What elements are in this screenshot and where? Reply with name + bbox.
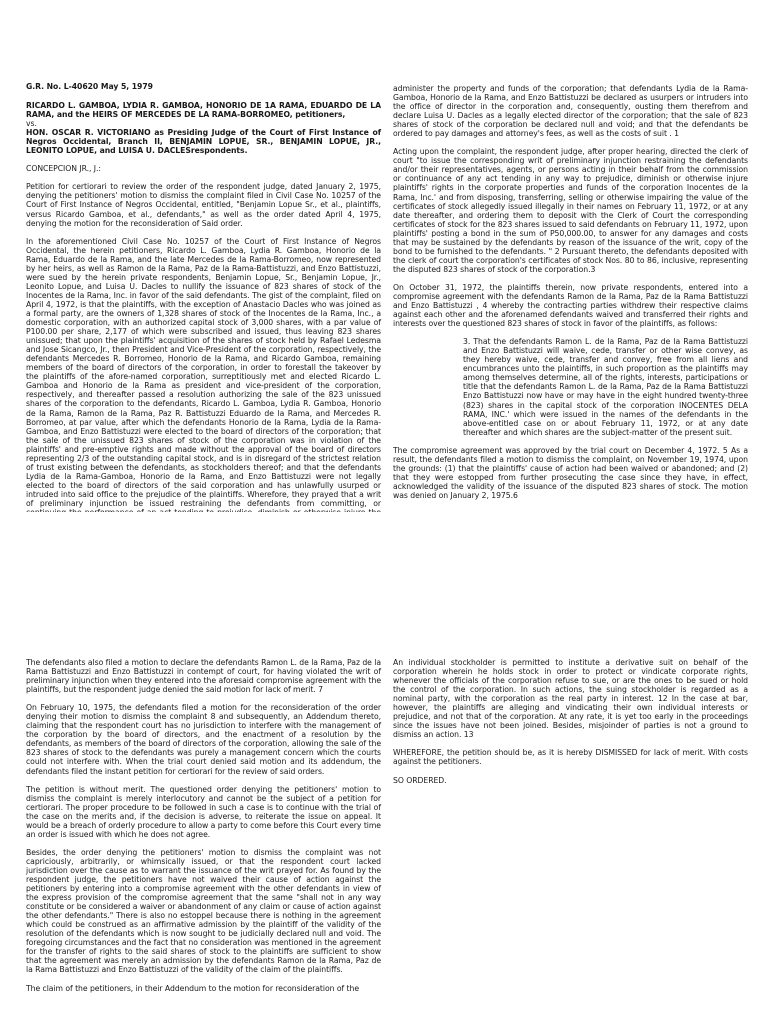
ponente: CONCEPCION JR., J.:: [26, 164, 101, 174]
page1-right-column: [393, 84, 748, 509]
versus: vs.: [26, 119, 37, 129]
paragraph: On October 31, 1972, the plaintiffs therein, now private respondents, entered into a compromise agreement with the defendants Ramon de la Rama, Paz de la Rama Battistuzzi and Enzo Battistuzzi , 4 whereby the contracting parties withdrew their respective claims against each other and the aforenamed defendants waived and transferred their rights and interests over the questioned 823 shares of stock in favor of the plaintiffs, as follows:: [393, 282, 748, 329]
paragraph: On February 10, 1975, the defendants filed a motion for the reconsideration of the order denying their motion to dismiss the complaint 8 and subsequently, an Addendum thereto, claiming that the respondent court has no jurisdiction to interfere with the management of the corporation by the board of directors, and the enactment of a resolution by the defendants, as members of the board of directors of the corporation, allowing the sale of the 823 shares of stock to the defendants was purely a management concern which the courts could not interfere with. When the trial court denied said motion and its addendum, the defendants filed the instant petition for certiorari for the review of said orders.: [26, 703, 381, 776]
document-page-2: [0, 640, 768, 1024]
paragraph: The defendants also filed a motion to declare the defendants Ramon L. de la Rama, Paz de la Rama Battistuzzi and Enzo Battistuzzi in contempt of court, for having violated the writ of preliminary injunction when they entered into the aforesaid compromise agreement with the plaintiffs, but the respondent judge denied the said motion for lack of merit. 7: [26, 658, 381, 695]
page1-left-column: [26, 82, 381, 553]
page2-left-column: [26, 658, 381, 1002]
paragraph: An individual stockholder is permitted to institute a derivative suit on behalf of the corporation wherein he holds stock in order to protect or vindicate corporate rights, whenever the officials of the corporation refuse to sue, or are the ones to be sued or hold the control of the corporation. In such actions, the suing stockholder is regarded as a nominal party, with the corporation as the real party in interest. 12 In the case at bar, however, the plaintiffs are alleging and vindicating their own individual interests or prejudice, and not that of the corporation. At any rate, it is yet too early in the proceedings since the issues have not been joined. Besides, misjoinder of parties is not a ground to dismiss an action. 13: [393, 658, 748, 740]
paragraph: Besides, the order denying the petitioners' motion to dismiss the complaint was not capriciously, arbitrarily, or whimsically issued, or that the respondent court lacked jurisdiction over the cause as to warrant the issuance of the writ prayed for. As found by the respondent judge, the petitioners have not waived their cause of action against the petitioners by entering into a compromise agreement with the other defendants in view of the express provision of the compromise agreement that the same "shall not in any way constitute or be considered a waiver or abandonment of any claim or cause of action against the other defendants." There is also no estoppel because there is nothing in the agreement which could be construed as an affirmative admission by the plaintiff of the validity of the resolution of the defendants which is now sought to be judicially declared null and void. The foregoing circumstances and the fact that no consideration was mentioned in the agreement for the transfer of rights to the said shares of stock to the plaintiffs are sufficient to show that the agreement was merely an admission by the defendants Ramon de la Rama, Paz de la Rama Battistuzzi and Enzo Battistuzzi of the validity of the claim of the plaintiffs.: [26, 847, 381, 975]
paragraph: administer the property and funds of the corporation; that defendants Lydia de la Rama-Gamboa, Honorio de la Rama, and Enzo Battistuzzi be declared as usurpers or intruders into the office of director in the corporation and, consequently, ousting them therefrom and declare Luisa U. Dacles as a legally elected director of the corporation; that the sale of 823 shares of stock of the corporation be declared null and void; and that the defendants be ordered to pay damages and attorney's fees, as well as the costs of suit . 1: [393, 84, 748, 139]
paragraph: Acting upon the complaint, the respondent judge, after proper hearing, directed the clerk of court "to issue the corresponding writ of preliminary injunction restraining the defendants and/or their representatives, agents, or persons acting in their behalf from the commission or continuance of any act tending in any way to prejudice, diminish or otherwise injure plaintiffs' rights in the corporate properties and funds of the corporation Inocentes de la Rama, Inc.' and from disposing, transferring, selling or otherwise impairing the value of the certificates of stock allegedly issued illegally in their names on February 11, 1972, or at any date thereafter, and ordering them to deposit with the Clerk of Court the corresponding certificates of stock for the 823 shares issued to said defendants on February 11, 1972, upon plaintiffs' posting a bond in the sum of P50,000.00, to answer for any damages and costs that may be sustained by the defendants by reason of the issuance of the writ, copy of the bond to be furnished to the defendants. " 2 Pursuant thereto, the defendants deposited with the clerk of court the corporation's certificates of stock Nos. 80 to 86, inclusive, representing the disputed 823 shares of stock of the corporation.3: [393, 147, 748, 274]
paragraph: The petition is without merit. The questioned order denying the petitioners' motion to dismiss the complaint is merely interlocutory and cannot be the subject of a petition for certiorari. The proper procedure to be followed in such a case is to continue with the trial of the case on the merits and, if the decision is adverse, to reiterate the issue on appeal. It would be a breach of orderly procedure to allow a party to come before this Court every time an order is issued with which he does not agree.: [26, 784, 381, 839]
paragraph: The compromise agreement was approved by the trial court on December 4, 1972. 5 As a result, the defendants filed a motion to dismiss the complaint, on November 19, 1974, upon the grounds: (1) that the plaintiffs' cause of action had been waived or abandoned; and (2) that they were estopped from further prosecuting the case since they have, in effect, acknowledged the validity of the issuance of the disputed 823 shares of stock. The motion was denied on January 2, 1975.6: [393, 445, 748, 500]
petitioners-text: RICARDO L. GAMBOA, LYDIA R. GAMBOA, HONORIO DE 1A RAMA, EDUARDO DE LA RAMA, and the HEIRS OF MERCEDES DE LA RAMA-BORROMEO, petitioners,: [26, 101, 381, 120]
page2-right-column: [393, 658, 748, 794]
block-quote: 3. That the defendants Ramon L. de la Rama, Paz de la Rama Battistuzzi and Enzo Battistuzzi will waive, cede, transfer or other wise convey, as they hereby waive, cede, transfer and convey, free from all liens and encumbrances unto the plaintiffs, in such proportion as the plaintiffs may among themselves determine, all of the rights, interests, participations or title that the defendants Ramon L. de la Rama, Paz de la Rama Battistuzzi Enzo Battistuzzi now have or may have in the eight hundred twenty-three (823) shares in the capital stock of the corporation INOCENTES DELA RAMA, INC.' which were issued in the names of the defendants in the above-entitled case on or about February 11, 1972, or at any date thereafter and which shares are the subject-matter of the present suit.: [463, 337, 748, 437]
paragraph: Petition for certiorari to review the order of the respondent judge, dated January 2, 1975, denying the petitioners' motion to dismiss the complaint filed in Civil Case No. 10257 of the Court of First Instance of Negros Occidental, entitled, "Benjamin Lopue Sr., et al., plaintiffs, versus Ricardo Gamboa, et al., defendants," as well as the order dated April 4, 1975, denying the motion for the reconsideration of Said order.: [26, 182, 381, 228]
paragraph: In the aforementioned Civil Case No. 10257 of the Court of First Instance of Negros Occidental, the herein petitioners, Ricardo L. Gamboa, Lydia R. Gamboa, Honorio de la Rama, Eduardo de la Rama, and the late Mercedes de la Rama-Borromeo, now represented by her heirs, as well as Ramon de la Rama, Paz de la Rama-Battistuzzi, and Enzo Battistuzzi, were sued by the herein private respondents, Benjamin Lopue, Sr., Benjamin Lopue, Jr., Leonito Lopue, and Luisa U. Dacles to nullify the issuance of 823 shares of stock of the Inocentes de la Rama, Inc. in favor of the said defendants. The gist of the complaint, filed on April 4, 1972, is that the plaintiffs, with the exception of Anastacio Dacles who was joined as a formal party, are the owners of 1,328 shares of stock of the Inocentes de la Rama, Inc., a domestic corporation, with an authorized capital stock of 3,000 shares, with a par value of P100.00 per share, 2,177 of which were subscribed and issued, thus leaving 823 shares unissued; that upon the plaintiffs' acquisition of the shares of stock held by Rafael Ledesma and Jose Sicangco, Jr., then President and Vice-President of the corporation, respectively, the defendants Mercedes R. Borromeo, Honorio de la Rama, and Ricardo Gamboa, remaining members of the board of directors of the corporation, in order to forestall the takeover by the plaintiffs of the afore-named corporation, surreptitiously met and elected Ricardo L. Gamboa and Honorio de la Rama as president and vice-president of the corporation, respectively, and thereafter passed a resolution authorizing the sale of the 823 unissued shares of the corporation to the defendants, Ricardo L. Gamboa, Lydia R. Gamboa, Honorio de la Rama, Ramon de la Rama, Paz R. Battistuzzi Eduardo de la Rama, and Mercedes R. Borromeo, at par value, after which the defendants Honorio de la Rama, Lydia de la Rama-Gamboa, and Enzo Battistuzzi were elected to the board of directors of the corporation; that the sale of the unissued 823 shares of stock of the corporation was in violation of the plaintiffs' and pre-emptive rights and made without the approval of the board of directors representing 2/3 of the outstanding capital stock, and is in disregard of the strictest relation of trust existing between the defendants, as stockholders thereof; and that the defendants Lydia de la Rama-Gamboa, Honorio de la Rama, and Enzo Battistuzzi were not legally elected to the board of directors of the said corporation and has unlawfully usurped or intruded into said office to the prejudice of the plaintiffs. Wherefore, they prayed that a writ of preliminary injunction be issued restraining the defendants from committing, or: [26, 236, 381, 508]
petitioners: [26, 101, 381, 119]
paragraph: SO ORDERED.: [393, 775, 447, 785]
respondents-text: HON. OSCAR R. VICTORIANO as Presiding Judge of the Court of First Instance of Negros Occidental, Branch II, BENJAMIN LOPUE, SR., BENJAMIN LOPUE, JR., LEONITO LOPUE, and LUISA U. DACLESrespondents.: [26, 128, 381, 156]
case-number: G.R. No. L-40620 May 5, 1979: [26, 82, 153, 91]
paragraph: The claim of the petitioners, in their Addendum to the motion for reconsideration of the: [26, 983, 360, 993]
paragraph: WHEREFORE, the petition should be, as it is hereby DISMISSED for lack of merit. With costs against the petitioners.: [393, 748, 748, 767]
page-gap: [0, 512, 768, 640]
respondents: [26, 128, 381, 155]
